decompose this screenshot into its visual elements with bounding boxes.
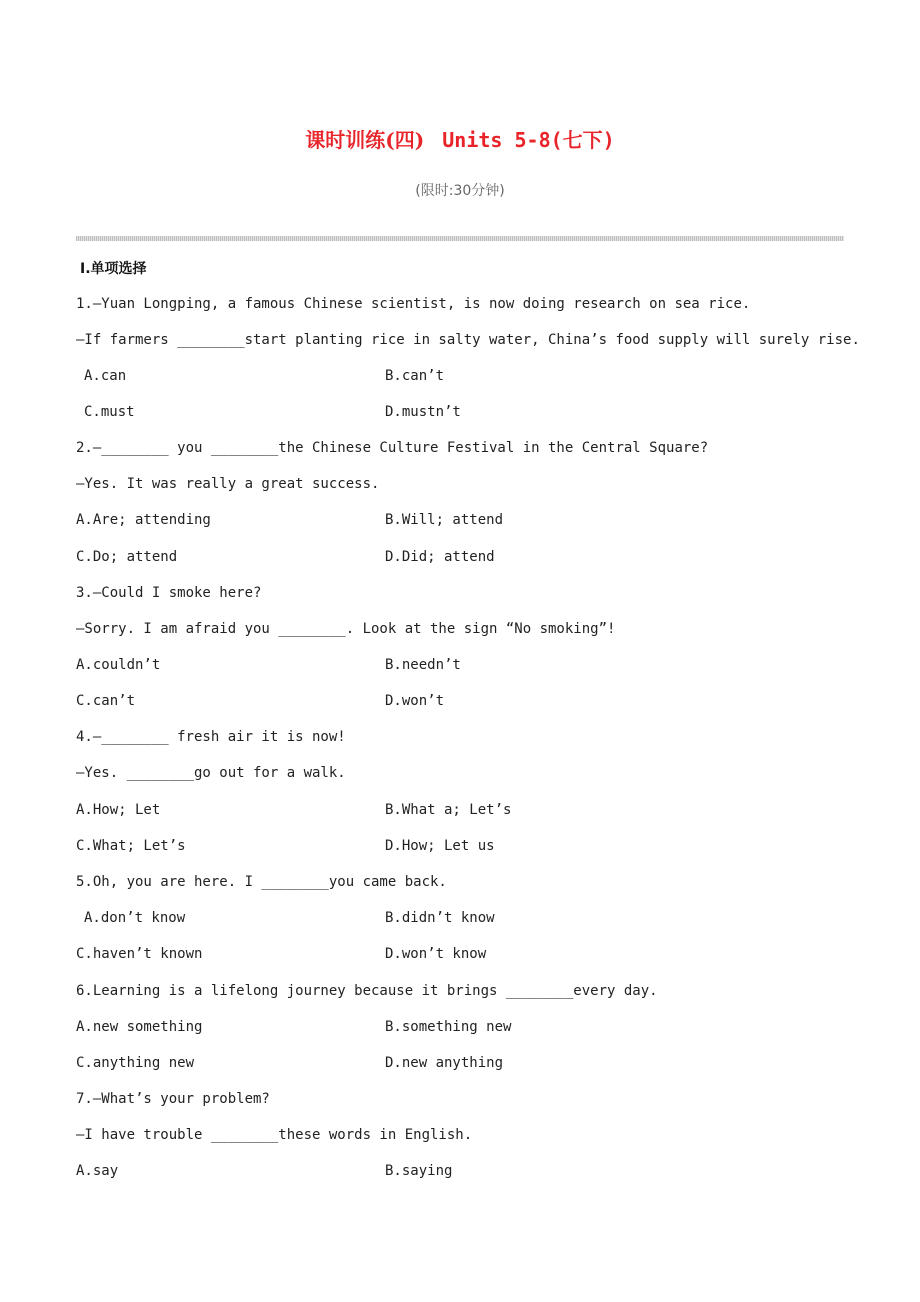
question-line: —Sorry. I am afraid you ________. Look at the sign “No smoking”!	[76, 621, 616, 637]
question-line: 4.—________ fresh air it is now!	[76, 729, 346, 745]
option-b: B.What a; Let’s	[385, 802, 512, 818]
question-line: 7.—What’s your problem?	[76, 1091, 270, 1107]
title-units: Units 5-8(七下)	[442, 128, 615, 152]
option-b: B.didn’t know	[385, 910, 495, 926]
option-a: A.don’t know	[84, 910, 186, 926]
option-a: A.Are; attending	[76, 512, 211, 528]
option-b: B.something new	[385, 1019, 512, 1035]
option-a: A.couldn’t	[76, 657, 161, 673]
page-title	[0, 124, 920, 153]
option-c: C.can’t	[76, 693, 136, 709]
option-c: C.Do; attend	[76, 549, 178, 565]
option-a: A.say	[76, 1163, 119, 1179]
option-c: C.What; Let’s	[76, 838, 186, 854]
time-limit: (限时:30分钟)	[415, 183, 505, 199]
option-d: D.won’t	[385, 693, 445, 709]
question-line: —Yes. ________go out for a walk.	[76, 765, 346, 781]
option-d: D.won’t know	[385, 946, 487, 962]
option-d: D.mustn’t	[385, 404, 461, 420]
question-line: 6.Learning is a lifelong journey because it brings ________every day.	[76, 983, 658, 999]
question-line: 2.—________ you ________the Chinese Culture Festival in the Central Square?	[76, 440, 709, 456]
option-c: C.must	[84, 404, 135, 420]
option-d: D.new anything	[385, 1055, 504, 1071]
option-a: A.new something	[76, 1019, 203, 1035]
option-c: C.haven’t known	[76, 946, 203, 962]
option-b: B.needn’t	[385, 657, 461, 673]
question-line: —If farmers ________start planting rice in salty water, China’s food supply will surely rise.	[76, 332, 860, 348]
question-line: —Yes. It was really a great success.	[76, 476, 380, 492]
section-heading: Ⅰ.单项选择	[80, 261, 147, 277]
question-line: 1.—Yuan Longping, a famous Chinese scientist, is now doing research on sea rice.	[76, 296, 751, 312]
option-b: B.can’t	[385, 368, 445, 384]
option-d: D.How; Let us	[385, 838, 495, 854]
question-line: —I have trouble ________these words in English.	[76, 1127, 473, 1143]
option-b: B.Will; attend	[385, 512, 504, 528]
option-a: A.How; Let	[76, 802, 161, 818]
option-c: C.anything new	[76, 1055, 195, 1071]
option-d: D.Did; attend	[385, 549, 495, 565]
question-line: 3.—Could I smoke here?	[76, 585, 262, 601]
option-a: A.can	[84, 368, 127, 384]
title-chinese: 课时训练(四)	[305, 128, 425, 152]
question-line: 5.Oh, you are here. I ________you came back.	[76, 874, 447, 890]
option-b: B.saying	[385, 1163, 453, 1179]
divider	[76, 236, 844, 241]
